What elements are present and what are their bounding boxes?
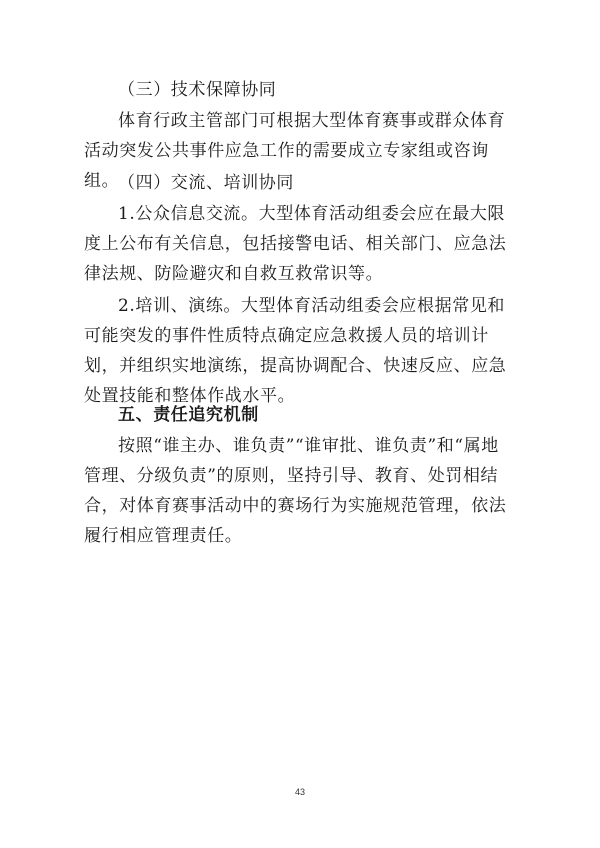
section-4-heading: （四）交流、培训协同 <box>118 173 294 193</box>
section-3-heading: （三）技术保障协同 <box>118 80 277 100</box>
section-5-body: 按照“谁主办、谁负责”“谁审批、谁负责”和“属地管理、分级负责”的原则，坚持引导、教育、处罚相结合，对体育赛事活动中的赛场行为实施规范管理，依法履行相应管理责任。 <box>84 436 507 546</box>
section-3-body: 体育行政主管部门可根据大型体育赛事或群众体育活动突发公共事件应急工作的需要成立专家组或咨询组。 <box>84 111 506 191</box>
page-number: 43 <box>294 787 305 797</box>
section-5-heading: 五、责任追究机制 <box>118 405 259 425</box>
item-1-public-info: 1.公众信息交流。大型体育活动组委会应在最大限度上公布有关信息，包括接警电话、相关部门、应急法律法规、防险避灾和自救互救常识等。 <box>84 204 507 284</box>
item-2-training: 2.培训、演练。大型体育活动组委会应根据常见和可能突发的事件性质特点确定应急救援人员的培训计划，并组织实地演练，提高协调配合、快速反应、应急处置技能和整体作战水平。 <box>84 296 507 406</box>
